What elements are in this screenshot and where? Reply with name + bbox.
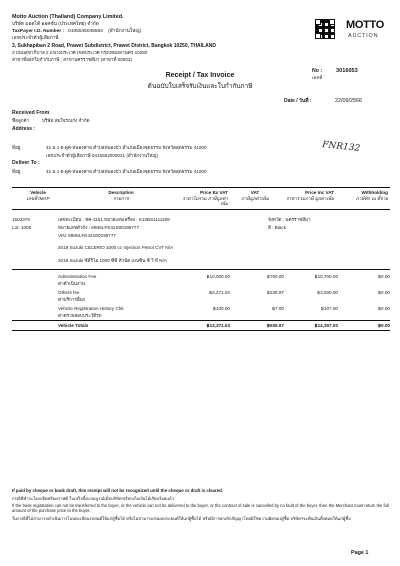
branch-info: สาขาที่ออกใบกำกับภาษี : สาขานครราชสีมา (สาขาที่ 00003) [12,57,132,62]
logo-sub-text: AUCTION [348,33,379,39]
cheque-note: If paid by cheque or bank draft, this receipt will not be recognized until the cheque or draft is cleared. [12,488,224,493]
refund-note-en: If the book registration can not be transferred to the buyer, or the vehicle can not be delivered to the buyer, or the contract of sale is cancelled by no fault of the buyer, then the Merchant must return the full amount of the purchase price to the buyer. [12,503,389,514]
cheque-note-th: กรณีที่ชำระโดยเช็คหรือดราฟต์ ใบเสร็จนี้จะสมบูรณ์เมื่อบริษัทฯเรียกเก็บเงินได้เรียบร้อยแล้ว [12,496,174,501]
company-name-en: Motto Auction (Thailand) Company Limited. [12,14,124,20]
total-vat: ฿935.97 [267,323,284,328]
fee-ex-vat: ฿100.00 [213,306,230,311]
received-from-heading: Received From [12,110,50,116]
fee-vat: ฿7.00 [272,306,284,311]
deliver-address-label-th: ที่อยู่ [12,169,21,174]
fee-inc-vat: ฿107.00 [321,306,338,311]
customer-tax-id-line: เลขประจำตัวผู้เสียภาษี 0415562000021 (สำนักงานใหญ่) [46,153,158,158]
table-bottom-line [12,330,390,331]
col-vehicle: Vehicle เลขที่ IMAP [12,188,64,210]
address-label: Address : [12,126,36,132]
fee-withholding: ฿0.00 [378,306,390,311]
vehicle-model: 2018 Suzuki CELERIO 1000 cc Injection Petrol CVT N/A [58,245,174,250]
totals-label: Vehicle Totals [58,323,89,328]
fee-label: Administration Fee [58,274,97,279]
motto-auction-logo [346,19,390,45]
fee-vat: ฿700.00 [267,274,284,279]
col-description: Description รายการ [64,188,178,210]
vehicle-vin: VIN: MMSLFE42S00199777 [58,233,116,238]
invoice-no-value: 3016053 [336,68,358,74]
document-title: Receipt / Tax Invoice [165,72,235,79]
page-number: Page 1 [351,550,369,556]
vehicle-number: 1503376 [12,217,30,222]
taxpayer-branch: (สำนักงานใหญ่) [108,29,142,34]
fee-vat: ฿228.97 [267,290,284,295]
fee-label-th: ค่าดำเนินงาน [58,281,86,286]
fee-inc-vat: ฿3,500.00 [317,290,338,295]
fee-ex-vat: ฿10,000.00 [206,274,230,279]
fee-ex-vat: ฿3,271.03 [209,290,230,295]
taxpayer-row [12,29,141,35]
customer-name: บริษัท สมใจรถเก๋ง จำกัด [42,118,90,123]
total-ex-vat: ฿13,371.03 [206,323,230,328]
fee-withholding: ฿0.00 [378,290,390,295]
totals-divider [12,320,390,321]
company-name-th: บริษัท มอตโต้ ออคชั่น (ประเทศไทย) จำกัด [12,22,99,27]
company-address-en: 3, Sukhapiban 2 Road, Prawet Subdistrict, Prawet District, Bangkok 10250, THAILAND [12,43,216,49]
fee-withholding: ฿0.00 [378,274,390,279]
document-title-th: ต้นฉบับใบเสร็จรับเงินและใบกำกับภาษี [147,83,253,90]
deliver-to-heading: Deliver To : [12,160,40,166]
refund-note-th: ในกรณีที่ไม่สามารถดำเนินการโอนทะเบียนรถยนต์ให้แก่ผู้ซื้อได้ หรือไม่สามารถส่งมอบรถยนต์ให้แก่ผู้ซื้อได้ หรือมีการยกเลิกสัญญาโดยมิใช่ความผิดของผู้ซื้อ บริษัทฯจะคืนเงินทั้งหมดให้แก่ผู้ซื้อ [12,516,351,521]
col-price-inc-vat: Price Inc VAT ราคารวมภาษี มูลค่าเพิ่ม [280,188,336,210]
logo-main-text: MOTTO [346,19,385,31]
items-table-header [12,187,390,210]
taxpayer-label: TaxPayer I.D. Number : [12,29,65,34]
address-label-th: ที่อยู่ [12,145,21,150]
customer-name-label: ชื่อลูกค้า [12,118,30,123]
fee-label-th: ค่าบริการอื่นๆ [58,297,86,302]
deliver-address: 41 ม.1 ต.ดูคุ-หนองค่าย ตำบลหนองบัว อำเภอเมืองจุดธรรม จังหวัดสุดธรรม 41000 [46,169,207,174]
invoice-no-label-th: เลขที่ [312,75,323,80]
fee-label: Others fee [58,290,80,295]
date-label: Date / วันที่ : [284,98,312,104]
vehicle-province: จังหวัด : นครราชสีมา [268,217,311,222]
fee-label: Vehicle Registration History Chk [58,306,124,311]
lot-number: Lot: 1006 [12,225,32,230]
col-withholding: Withholding ภาษีหัก ณ ที่จ่าย [336,188,390,210]
col-price-ex-vat: Price Ex VAT ราคาไม่รวม ภาษีมูลค่าเพิ่ม [178,188,230,210]
invoice-no-label: No : [312,68,323,74]
col-vat: VAT ภาษีมูลค่าเพิ่ม [230,188,280,210]
vehicle-color: สี : Black [268,225,286,230]
customer-address-line1: 41 ม.1 ต.ดูคุ-หนองค่าย ตำบลหนองบัว อำเภอเมืองจุดธรรม จังหวัดสุดธรรม 41000 [46,145,207,150]
total-withholding: ฿0.00 [378,323,390,328]
handwritten-note: FNR132 [321,140,361,154]
vehicle-model-th: 2018 Suzuki ซีลีริโอ 1000 ซีซี หัวฉีด เบนซิน ซี วี ที N/A [58,258,167,263]
qr-code-icon [316,20,334,38]
date-value: 22/09/2566 [335,98,362,104]
company-address-th: 3 ถนนสุขาภิบาล 2 แขวงประเวศ เขตประเวศ กรุงเทพมหานคร 10250 [12,50,148,55]
fee-inc-vat: ฿10,700.00 [314,274,338,279]
taxpayer-id: 0105545049583 [68,29,103,34]
taxpayer-label-th: เลขประจำตัวผู้เสียภาษี [12,36,59,41]
vehicle-line2: หมายเลขตัวถัง : MMSLFE42S00199777 [58,225,140,230]
fee-label-th: ค่าตรวจสอบประวัติรถ [58,313,102,318]
row-divider [12,269,390,270]
total-inc-vat: ฿14,307.00 [314,323,338,328]
vehicle-line1: เลขทะเบียน : ชค-1151 หมายเลขเครื่อง : K10BS1111199 [58,217,170,222]
